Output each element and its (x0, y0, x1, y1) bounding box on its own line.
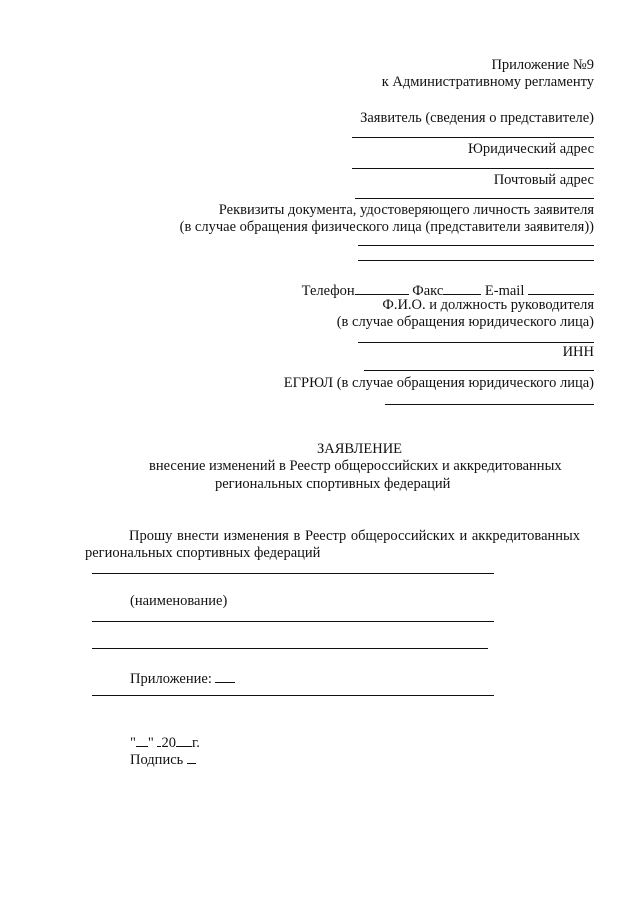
postal-address-label: Почтовый адрес (493, 172, 594, 188)
name-caption: (наименование) (130, 593, 228, 609)
head-name-label: Ф.И.О. и должность руководителя (382, 297, 594, 313)
postal-address-line (355, 198, 594, 199)
attachment-label: Приложение: (130, 671, 212, 687)
date-year-field (176, 732, 192, 747)
inn-line (364, 370, 594, 371)
signature-row (130, 749, 196, 769)
request-text-line-2: региональных спортивных федераций (85, 545, 321, 561)
fax-label: Факс (412, 283, 444, 299)
date-quote-close: " (147, 735, 158, 751)
document-title: ЗАЯВЛЕНИЕ (317, 441, 403, 457)
date-year-prefix: 20 (161, 735, 176, 751)
phone-field (355, 280, 409, 295)
appendix-number: Приложение №9 (491, 57, 594, 73)
document-subtitle-line-1: внесение изменений в Реестр общероссийских и аккредитованных (149, 458, 562, 474)
applicant-label: Заявитель (сведения о представителе) (360, 110, 594, 126)
attachment-line (92, 695, 494, 696)
legal-address-label: Юридический адрес (467, 141, 594, 157)
egrul-line (385, 404, 594, 405)
applicant-line (352, 137, 594, 138)
id-document-line-2 (358, 260, 594, 261)
id-document-note: (в случае обращения физического лица (представители заявителя)) (179, 219, 594, 235)
egrul-label: ЕГРЮЛ (в случае обращения юридического лица) (283, 375, 594, 391)
inn-label: ИНН (562, 344, 594, 360)
fax-field (443, 280, 481, 295)
head-name-line (358, 342, 594, 343)
organization-name-line-2 (92, 621, 494, 622)
date-quote-open: " (130, 735, 136, 751)
appendix-reference: к Административному регламенту (381, 74, 594, 90)
email-field (528, 280, 594, 295)
attachment-field (215, 668, 235, 683)
phone-label: Телефон (301, 283, 355, 299)
id-document-line-1 (358, 245, 594, 246)
date-year-suffix: г. (191, 735, 200, 751)
attachment-row (130, 668, 235, 688)
request-text-line-1: Прошу внести изменения в Реестр общероссийских и аккредитованных (129, 528, 581, 544)
organization-name-line-1 (92, 573, 494, 574)
head-name-note: (в случае обращения юридического лица) (336, 314, 594, 330)
signature-field (187, 749, 196, 764)
id-document-label: Реквизиты документа, удостоверяющего личность заявителя (218, 202, 594, 218)
signature-label: Подпись (130, 752, 184, 768)
legal-address-line (352, 168, 594, 169)
organization-name-line-3 (92, 648, 488, 649)
date-day-field (136, 732, 148, 747)
document-subtitle-line-2: региональных спортивных федераций (215, 476, 451, 492)
email-label: E-mail (484, 283, 525, 299)
